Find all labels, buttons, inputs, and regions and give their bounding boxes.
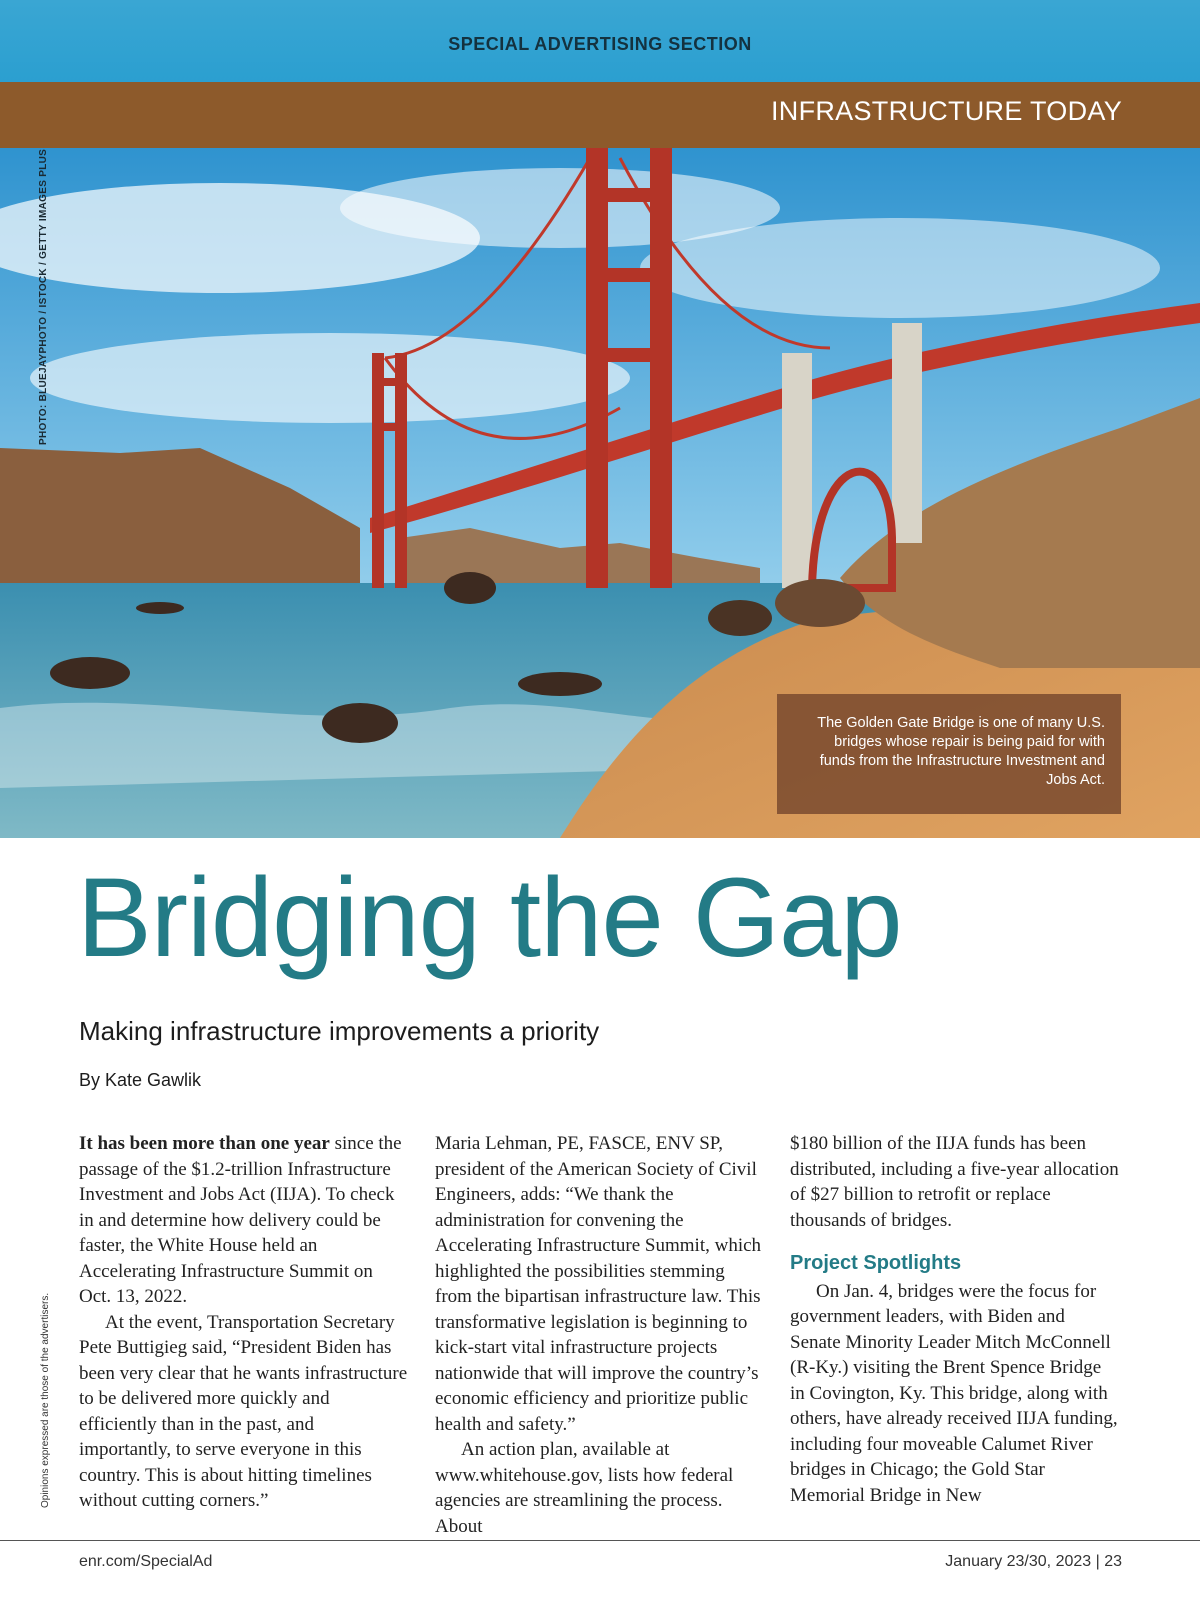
section-title: INFRASTRUCTURE TODAY (770, 96, 1122, 126)
photo-caption: The Golden Gate Bridge is one of many U.S. bridges whose repair is being paid for with funds from the Infrastructure Investment and Jobs Act. (817, 715, 1105, 788)
footer-rule (0, 1540, 1200, 1541)
column-3-paragraph-2: On Jan. 4, bridges were the focus for government leaders, with Biden and Senate Minority Leader Mitch McConnell (R-Ky.) visiting the Brent Spence Bridge in Covington, Ky. This bridge, along with others, have already received IIJA funding, including four moveable Calumet River bridges in Chicago; the Gold Star Memorial Bridge in New (790, 1280, 1118, 1506)
photo-credit: PHOTO: BLUEJAYPHOTO / ISTOCK / GETTY IMAGES PLUS (38, 148, 49, 445)
caption-box (777, 694, 1121, 814)
article-dek: Making infrastructure improvements a priority (79, 1016, 600, 1046)
lead-rest: since the passage of the $1.2-trillion Infrastructure Investment and Jobs Act (IIJA). To check in and determine how delivery could be faster, the White House held an Accelerating Infrastructure Summit on Oct. 13, 2022. (79, 1133, 402, 1307)
column-3-paragraph-1: $180 billion of the IIJA funds has been distributed, including a five-year allocation of $27 billion to retrofit or replace thousands of bridges. (790, 1133, 1119, 1231)
footer-url: enr.com/SpecialAd (79, 1553, 213, 1570)
article-column-1 (79, 1131, 409, 1514)
lead-in: It has been more than one year (79, 1133, 330, 1154)
column-1-paragraph-2: At the event, Transportation Secretary Pete Buttigieg said, “President Biden has been very clear that he wants infrastructure to be delivered more quickly and efficiently than in the past, and importantly, to serve everyone in this country. This is about hitting timelines without cutting corners.” (79, 1311, 408, 1511)
special-section-label: SPECIAL ADVERTISING SECTION (448, 34, 752, 54)
project-spotlights-subhead: Project Spotlights (790, 1252, 962, 1274)
disclaimer-note: Opinions expressed are those of the advertisers. (40, 1292, 51, 1508)
column-2-paragraph-2: An action plan, available at www.whitehouse.gov, lists how federal agencies are streamlining the process. About (435, 1439, 734, 1537)
article-headline: Bridging the Gap (77, 855, 902, 980)
article-byline: By Kate Gawlik (79, 1070, 202, 1090)
column-2-paragraph-1: Maria Lehman, PE, FASCE, ENV SP, president of the American Society of Civil Engineers, adds: “We thank the administration for convening the Accelerating Infrastructure Summit, which highlighted the possibilities stemming from the bipartisan infrastructure law. This transformative legislation is beginning to kick-start vital infrastructure projects nationwide that will improve the country’s economic efficiency and prioritize public health and safety.” (435, 1133, 762, 1435)
article-column-3 (790, 1131, 1120, 1508)
column-1-paragraph-1 (79, 1131, 409, 1310)
article-column-2 (435, 1131, 765, 1539)
footer-date-page: January 23/30, 2023 | 23 (945, 1553, 1122, 1570)
